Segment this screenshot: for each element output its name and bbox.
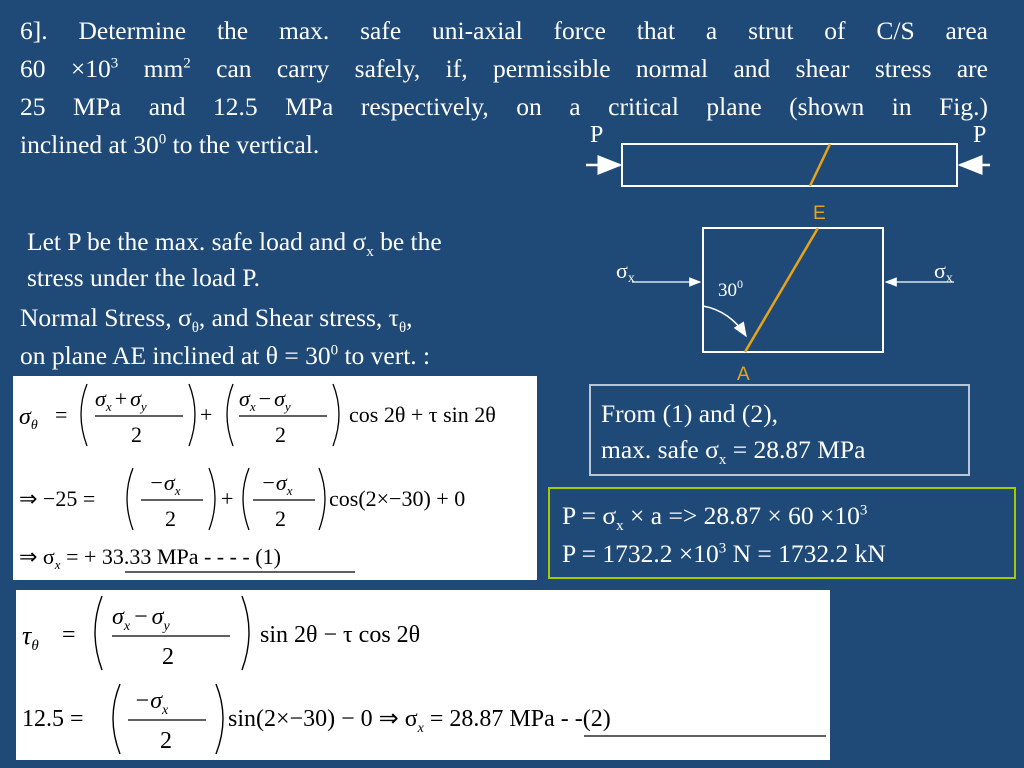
eq1-row2-frac1-num: $-\sigma_x$ [149, 470, 181, 498]
exp-l3-a: Normal Stress, σ [20, 303, 192, 332]
answer-l1-b: × a => 28.87 × 60 ×10 [623, 501, 860, 530]
problem-line-1-text: 6]. Determine the max. safe uni-axial force that a strut of C/S area [20, 16, 988, 45]
eq1-row2-frac2-num: $-\sigma_x$ [261, 470, 293, 498]
answer-box [548, 487, 1016, 579]
result-line-2 [601, 432, 958, 468]
exp-l1-sub: x [366, 244, 374, 261]
problem-line-2-exp2: 2 [183, 55, 191, 72]
answer-line-2 [562, 535, 1002, 573]
element-plane-AE [745, 228, 818, 352]
equation-box-shear [16, 590, 830, 760]
eq1-frac1-num: $\sigma_x + \sigma_y$ [95, 386, 147, 414]
eq1-row3: ⇒ $\sigma_x$ = + 33.33 MPa - - - - (1) [19, 544, 281, 572]
angle-label: $30^0$ [718, 277, 743, 301]
load-label-left: P [590, 122, 604, 148]
problem-line-2-c: can carry safely, if, permissible normal and shear stress are [190, 54, 988, 83]
explanation-line-4 [20, 338, 430, 374]
problem-line-2-b: mm [118, 54, 184, 83]
eq1-row2-plus: + [221, 486, 234, 511]
result-l2-b: = 28.87 MPa [726, 435, 866, 464]
eq1-equals: = [55, 402, 68, 427]
eq2-row2-lhs: 12.5 = [22, 706, 84, 732]
eq1-frac1-den: 2 [131, 422, 142, 447]
eq2-tail: sin 2θ − τ cos 2θ [260, 622, 421, 648]
label-A: A [737, 364, 750, 385]
eq1-tail: cos 2θ + τ sin 2θ [349, 402, 496, 427]
exp-l1-b: be the [373, 227, 442, 256]
shear-stress-equations [16, 590, 830, 760]
eq2-num: $\sigma_x - \sigma_y$ [112, 604, 170, 634]
result-l2-sub: x [718, 452, 727, 469]
eq1-row2-tail: cos(2×−30) + 0 [329, 486, 466, 511]
exp-l4-a: on plane AE inclined at θ = 30 [20, 341, 331, 370]
load-label-right: P [973, 122, 987, 148]
result-box [589, 384, 970, 476]
eq1-row2-lhs: ⇒ −25 = [19, 486, 96, 511]
result-line-1: From (1) and (2), [601, 399, 779, 428]
answer-l1-exp: 3 [859, 502, 868, 519]
problem-line-4-b: to the vertical. [166, 130, 320, 159]
eq2-equals: = [62, 622, 76, 648]
exp-l3-sub2: θ [398, 320, 407, 337]
exp-l4-exp: 0 [330, 342, 339, 359]
eq1-frac2-den: 2 [275, 422, 286, 447]
eq2-den: 2 [162, 644, 174, 670]
strut-rect [622, 144, 957, 186]
answer-l1-a: P = σ [562, 501, 617, 530]
problem-line-2 [20, 50, 988, 88]
eq1-lhs: $\sigma_\theta$ [19, 404, 38, 433]
problem-line-4-a: inclined at 30 [20, 130, 159, 159]
problem-line-4-exp: 0 [158, 131, 167, 148]
eq1-row2-frac2-den: 2 [275, 506, 286, 531]
eq1-row2-frac1-den: 2 [165, 506, 176, 531]
problem-line-3-text: 25 MPa and 12.5 MPa respectively, on a critical plane (shown in Fig.) [20, 92, 988, 121]
answer-line-1 [562, 497, 1002, 535]
problem-line-1 [20, 12, 988, 50]
exp-l1-a: Let P be the max. safe load and σ [27, 227, 367, 256]
explanation-line-1 [27, 224, 442, 260]
explanation-line-3 [20, 300, 413, 336]
exp-l2: stress under the load P. [27, 263, 261, 292]
answer-l2-a: P = 1732.2 ×10 [562, 539, 719, 568]
exp-l3-c: , [406, 303, 413, 332]
eq2-lhs: $\tau_\theta$ [22, 621, 39, 654]
exp-l3-b: , and Shear stress, τ [198, 303, 399, 332]
strut-diagram [580, 116, 1010, 386]
answer-l2-exp: 3 [718, 540, 727, 557]
sigma-left: σx [616, 258, 635, 286]
eq1-frac2-num: $\sigma_x - \sigma_y$ [239, 386, 291, 414]
problem-line-2-a: 60 ×10 [20, 54, 111, 83]
angle-arc [703, 306, 746, 336]
strut-figure [580, 116, 1010, 391]
strut-critical-plane [810, 144, 830, 186]
result-l2-a: max. safe σ [601, 435, 719, 464]
normal-stress-equations [13, 376, 537, 580]
eq2-row2-tail: sin(2×−30) − 0 ⇒ $\sigma_x = 28.87$ MPa - -(2) [228, 706, 611, 736]
eq2-row2-den: 2 [160, 728, 172, 754]
explanation-line-2 [27, 260, 260, 296]
equation-box-normal [13, 376, 537, 580]
problem-line-2-exp: 3 [110, 55, 119, 72]
exp-l4-b: to vert. : [338, 341, 431, 370]
eq2-row2-num: $-\sigma_x$ [134, 688, 169, 718]
label-E: E [813, 203, 826, 224]
exp-l3-sub1: θ [191, 320, 199, 337]
eq1-plus: + [200, 402, 213, 427]
sigma-right: σx [934, 258, 953, 286]
answer-l1-sub: x [616, 518, 624, 535]
answer-l2-b: N = 1732.2 kN [726, 539, 886, 568]
